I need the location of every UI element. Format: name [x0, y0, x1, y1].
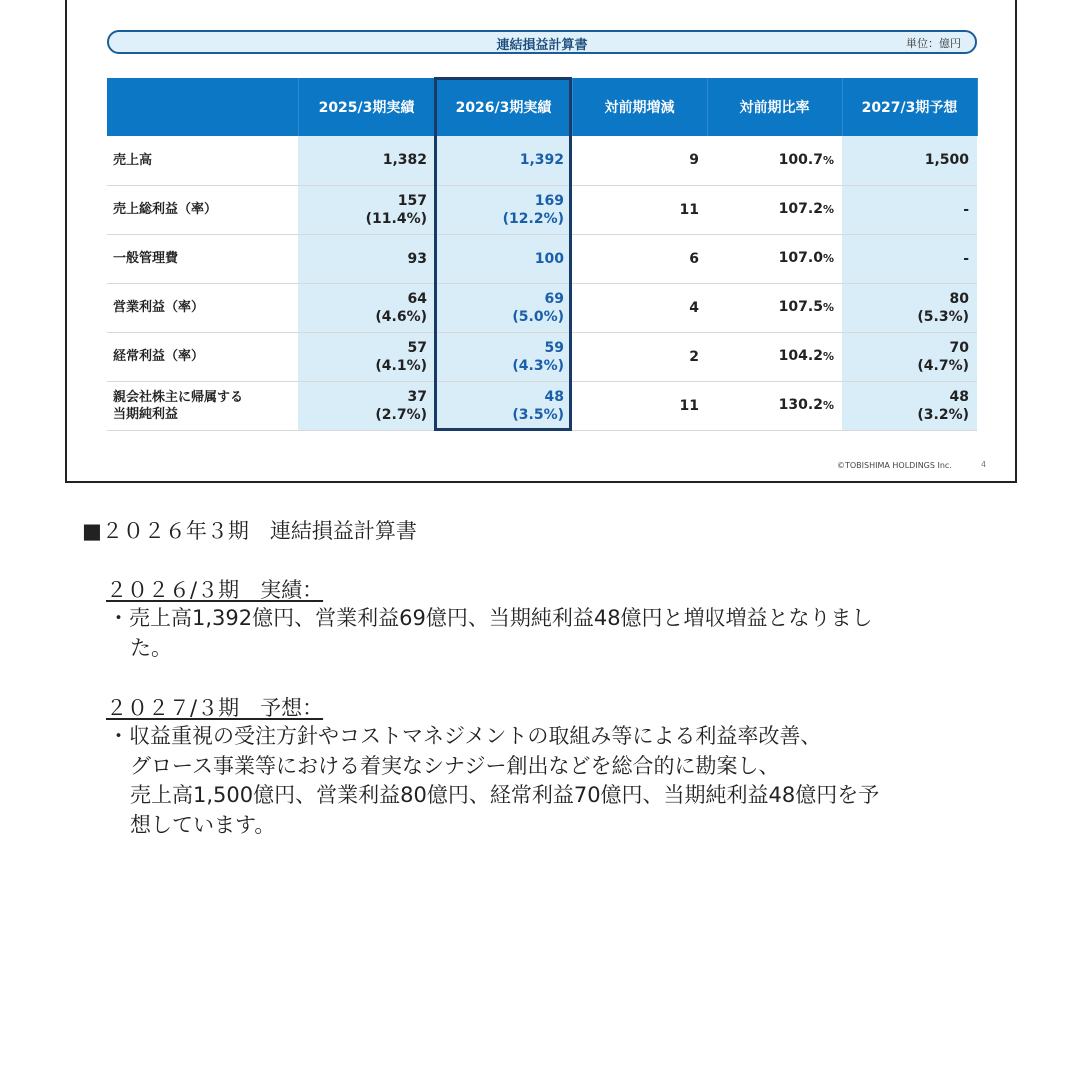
row-label — [107, 185, 298, 234]
cell-value: 64 — [407, 290, 427, 307]
copyright-text: ©TOBISHIMA HOLDINGS Inc. — [837, 461, 952, 470]
change-cell — [572, 185, 707, 234]
row-label — [107, 283, 298, 332]
row-label — [107, 136, 298, 185]
text-line: ・収益重視の受注方針やコストマネジメントの取組み等による利益率改善、 — [108, 724, 822, 748]
header-cell: 対前期比率 — [707, 78, 842, 136]
slide-title-bar — [107, 30, 977, 54]
forecast-bullet — [108, 722, 988, 840]
fy2027-cell — [842, 185, 977, 234]
cell-value: 107.5 — [778, 299, 823, 315]
fy2026-cell — [435, 332, 572, 381]
income-statement-table — [107, 78, 978, 431]
table-row — [107, 185, 977, 234]
cell-value: 9 — [689, 152, 699, 169]
cell-rate: (4.6%) — [375, 308, 427, 325]
cell-rate: (2.7%) — [375, 406, 427, 423]
fy2026-cell — [435, 234, 572, 283]
cell-value: - — [963, 250, 969, 267]
text-line: 売上高1,500億円、営業利益80億円、経常利益70億円、当期純利益48億円を予 — [130, 783, 880, 807]
ratio-cell — [707, 234, 842, 283]
row-label-text: 当期純利益 — [113, 406, 179, 422]
ratio-cell — [707, 185, 842, 234]
slide-title: 連結損益計算書 — [496, 38, 588, 53]
fy2027-cell — [842, 136, 977, 185]
change-cell — [572, 234, 707, 283]
percent-sign: % — [822, 252, 834, 265]
ratio-cell — [707, 136, 842, 185]
row-label-text: 一般管理費 — [113, 251, 179, 266]
fy2027-cell — [842, 283, 977, 332]
cell-value: 48 — [949, 388, 969, 405]
fy2025-cell — [298, 332, 435, 381]
cell-value: 100.7 — [778, 151, 823, 168]
fy2026-cell — [435, 381, 572, 430]
cell-value: 80 — [949, 290, 969, 307]
fy2025-cell — [298, 283, 435, 332]
cell-value: 2 — [689, 348, 699, 365]
cell-value: 48 — [544, 388, 564, 405]
row-label — [107, 332, 298, 381]
text-line: ・売上高1,392億円、営業利益69億円、当期純利益48億円と増収増益となりまし — [108, 606, 873, 630]
cell-value: 37 — [407, 388, 427, 405]
cell-value: 107.0 — [778, 250, 823, 266]
table-row — [107, 332, 977, 381]
row-label-text: 売上総利益（率） — [113, 202, 218, 217]
table-row — [107, 136, 977, 185]
cell-rate: (11.4%) — [365, 210, 427, 227]
forecast-subheading: ２０２７/３期 予想： — [106, 696, 324, 720]
unit-label: 単位：億円 — [906, 37, 961, 50]
fy2026-cell — [435, 185, 572, 234]
header-cell: 2027/3期予想 — [842, 78, 977, 136]
text-line: 想しています。 — [130, 812, 276, 837]
cell-value: 107.2 — [778, 201, 823, 217]
cell-rate: (5.0%) — [512, 308, 564, 325]
header-cell — [107, 78, 298, 136]
row-label-text: 親会社株主に帰属する — [113, 389, 244, 405]
cell-value: 59 — [544, 339, 564, 356]
table-header-row — [107, 78, 977, 136]
cell-value: - — [963, 201, 969, 218]
cell-value: 70 — [949, 339, 969, 356]
fy2027-cell — [842, 234, 977, 283]
cell-rate: (4.3%) — [512, 357, 564, 374]
notes-heading: ■２０２６年３期 連結損益計算書 — [82, 519, 417, 543]
row-label — [107, 381, 298, 430]
table-row — [107, 234, 977, 283]
cell-value: 157 — [397, 192, 427, 209]
percent-sign: % — [822, 350, 834, 363]
cell-value: 57 — [407, 339, 427, 356]
cell-value: 100 — [534, 250, 564, 267]
cell-rate: (4.7%) — [917, 357, 969, 374]
header-cell: 2026/3期実績 — [435, 78, 572, 136]
header-cell: 2025/3期実績 — [298, 78, 435, 136]
results-subheading: ２０２６/３期 実績： — [106, 578, 324, 602]
cell-value: 1,392 — [519, 152, 564, 169]
cell-value: 130.2 — [778, 397, 823, 413]
cell-value: 169 — [534, 192, 564, 209]
cell-value: 6 — [689, 250, 699, 267]
slide-panel — [65, 0, 1017, 483]
percent-sign: % — [822, 301, 834, 314]
fy2025-cell — [298, 136, 435, 185]
cell-value: 4 — [689, 299, 699, 316]
fy2025-cell — [298, 185, 435, 234]
cell-value: 1,500 — [924, 152, 969, 169]
fy2027-cell — [842, 381, 977, 430]
change-cell — [572, 283, 707, 332]
table-row — [107, 283, 977, 332]
fy2026-cell — [435, 283, 572, 332]
cell-value: 11 — [679, 397, 699, 414]
row-label-text: 売上高 — [113, 152, 153, 168]
cell-value: 1,382 — [382, 152, 427, 169]
text-line: た。 — [130, 635, 172, 660]
fy2025-cell — [298, 381, 435, 430]
percent-sign: % — [822, 203, 834, 216]
cell-rate: (3.5%) — [512, 406, 564, 423]
percent-sign: % — [822, 153, 834, 167]
change-cell — [572, 381, 707, 430]
percent-sign: % — [822, 399, 834, 412]
fy2025-cell — [298, 234, 435, 283]
row-label-text: 営業利益（率） — [113, 300, 205, 315]
cell-rate: (12.2%) — [502, 210, 564, 227]
cell-rate: (3.2%) — [917, 406, 969, 423]
change-cell — [572, 332, 707, 381]
ratio-cell — [707, 381, 842, 430]
cell-value: 104.2 — [778, 348, 823, 364]
ratio-cell — [707, 332, 842, 381]
cell-rate: (4.1%) — [375, 357, 427, 374]
cell-value: 93 — [407, 250, 427, 267]
text-line: グロース事業等における着実なシナジー創出などを総合的に勘案し、 — [130, 753, 780, 778]
cell-rate: (5.3%) — [917, 308, 969, 325]
row-label-text: 経常利益（率） — [113, 349, 205, 364]
results-bullet — [108, 604, 988, 663]
cell-value: 11 — [679, 201, 699, 218]
ratio-cell — [707, 283, 842, 332]
fy2026-cell — [435, 136, 572, 185]
change-cell — [572, 136, 707, 185]
row-label — [107, 234, 298, 283]
table-row — [107, 381, 977, 430]
cell-value: 69 — [544, 290, 564, 307]
header-cell: 対前期増減 — [572, 78, 707, 136]
page-number: 4 — [981, 460, 987, 469]
fy2027-cell — [842, 332, 977, 381]
